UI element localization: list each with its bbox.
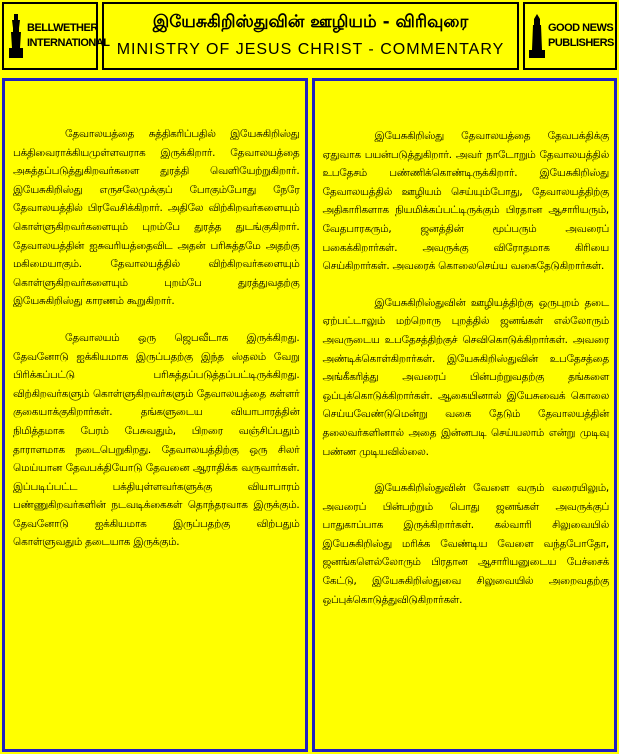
paragraph: இயேசுகிறிஸ்து தேவாலயத்தை தேவபக்திக்கு ஏதுவாக பயன்படுத்துகிறார். அவர் நாடோறும் தேவாலயத்தில் உபதேசம் பண்ணிக்கொண்டிருக்கிறார். இயேசுகிறிஸ்து தேவாலயத்தில் ஊழியம் செய்யும்போது, தேவாலயத்திற்கு அதிகாரிகளாக நியமிக்கப்பட்டிருக்கும் பிரதான ஆசாரியரும், வேதபாரகரும், ஜனத்தின் மூப்பரும் அவரைப் பகைக்கிறார்கள். அவருக்கு விரோதமாக கிரியை செய்கிறார்கள். அவரைக் கொலைசெய்ய வகைதேடுகிறார்கள். <box>322 130 609 273</box>
bellwether-line2: INTERNATIONAL <box>27 37 110 49</box>
bellwether-logo-text <box>27 21 110 51</box>
good-news-line1: GOOD NEWS <box>548 22 614 34</box>
paragraph: தேவாலயம் ஒரு ஜெபவீடாக இருக்கிறது. தேவனோடு ஐக்கியமாக இருப்பதற்கு இந்த ஸ்தலம் வேறு பிரிக்கப்பட்டு பரிசுத்தப்படுத்தப்பட்டிருக்கிறது. விற்கிறவர்களும் கொள்ளுகிறவர்களும் தேவாலயத்தை கள்ளர் குகையாக்குகிறார்கள். தங்களுடைய வியாபாரத்தின் நிமித்தமாக பேரம் பேசுவதும், பிறரை வஞ்சிப்பதும் தாராளமாக நடைபெறுகிறது. தேவாலயத்திற்கு ஒரு சிலர் மெய்யான தேவபக்தியோடு தேவனை ஆராதிக்க வருவார்கள். இப்படிப்பட்ட பக்தியுள்ளவர்களுக்கு வியாபாரம் பண்ணுகிறவர்களின் நடவடிக்கைகள் தொந்தரவாக இருக்கும். தேவனோடு ஐக்கியமாக இருப்பதற்கு விற்பதும் கொள்ளுவதும் தடையாக இருக்கும். <box>13 331 300 549</box>
title-box <box>102 2 519 70</box>
good-news-logo <box>523 2 617 70</box>
page-title-english: MINISTRY OF JESUS CHRIST - COMMENTARY <box>116 41 505 58</box>
good-news-line2: PUBLISHERS <box>548 37 614 49</box>
bellwether-line1: BELLWETHER <box>27 22 98 34</box>
paragraph: தேவாலயத்தை சுத்திகரிப்பதில் இயேசுகிறிஸ்து பக்திவைராக்கியமுள்ளவராக இருக்கிறார். தேவாலயத்தை அசுத்தப்படுத்துகிறவர்களை துரத்தி வெளியேற்றுகிறார். இயேசுகிறிஸ்து எருசலேமுக்குப் போகும்போது நேரே தேவாலயத்தில் பிரவேசிக்கிறார். அதிலே விற்கிறவர்களையும் கொள்ளுகிறவர்களையும் புறம்பே துரத்த துடங்குகிறார். தேவாலயத்தின் ஐசுவரியத்தைவிட அதன் பரிசுத்தமே அதற்கு மகிமையாகும். தேவாலயத்தில் விற்கிறவர்களையும் கொள்ளுகிறவர்களையும் புறம்பே துரத்துவதற்கு இயேசுகிறிஸ்து காரணம் கூறுகிறார். <box>13 128 300 308</box>
left-column <box>2 78 308 752</box>
header <box>2 2 617 70</box>
paragraph: இயேசுகிறிஸ்துவின் வேளை வரும் வரையிலும், அவரைப் பின்பற்றும் பொது ஜனங்கள் அவருக்குப் பாதுகாப்பாக இருக்கிறார்கள். கல்வாரி சிலுவையில் இயேசுகிறிஸ்து மரிக்க வேண்டிய வேளை வந்தபோதோ, ஜனங்களெல்லோரும் பிரதான ஆசாரியனுடைய பேச்சைக் கேட்டு, இயேசுகிறிஸ்துவை சிலுவையில் அறைவதற்கு ஒப்புக்கொடுத்துவிடுகிறார்கள். <box>322 482 609 606</box>
lighthouse-icon <box>529 14 545 58</box>
page-title-tamil: இயேசுகிறிஸ்துவின் ஊழியம் - விரிவுரை <box>152 12 469 32</box>
good-news-logo-text <box>548 21 614 51</box>
bellwether-logo <box>2 2 110 70</box>
bell-tower-icon <box>8 14 24 58</box>
columns <box>2 78 617 752</box>
paragraph: இயேசுகிறிஸ்துவின் ஊழியத்திற்கு ஒருபுறம் தடை ஏற்பட்டாலும் மற்றொரு புறத்தில் ஜனங்கள் எல்லோரும் அவருடைய உபதேசத்திற்குச் செவிகொடுக்கிறார்கள். அவரை அண்டிக்கொள்கிறார்கள். இயேசுகிறிஸ்துவின் உபதேசத்தை அங்கீகரித்து அவரைப் பின்பற்றுவதற்கு தங்களை ஒப்புக்கொடுக்கிறார்கள். ஆகையினால் இயேசுவைக் கொலை செய்யவேண்டுமென்று வகை தேடும் தேவாலயத்தின் தலைவர்களினால் அதை இன்னபடி செய்யலாம் என்று முடிவு பண்ண முடியவில்லை. <box>322 296 609 458</box>
right-column <box>312 78 618 752</box>
